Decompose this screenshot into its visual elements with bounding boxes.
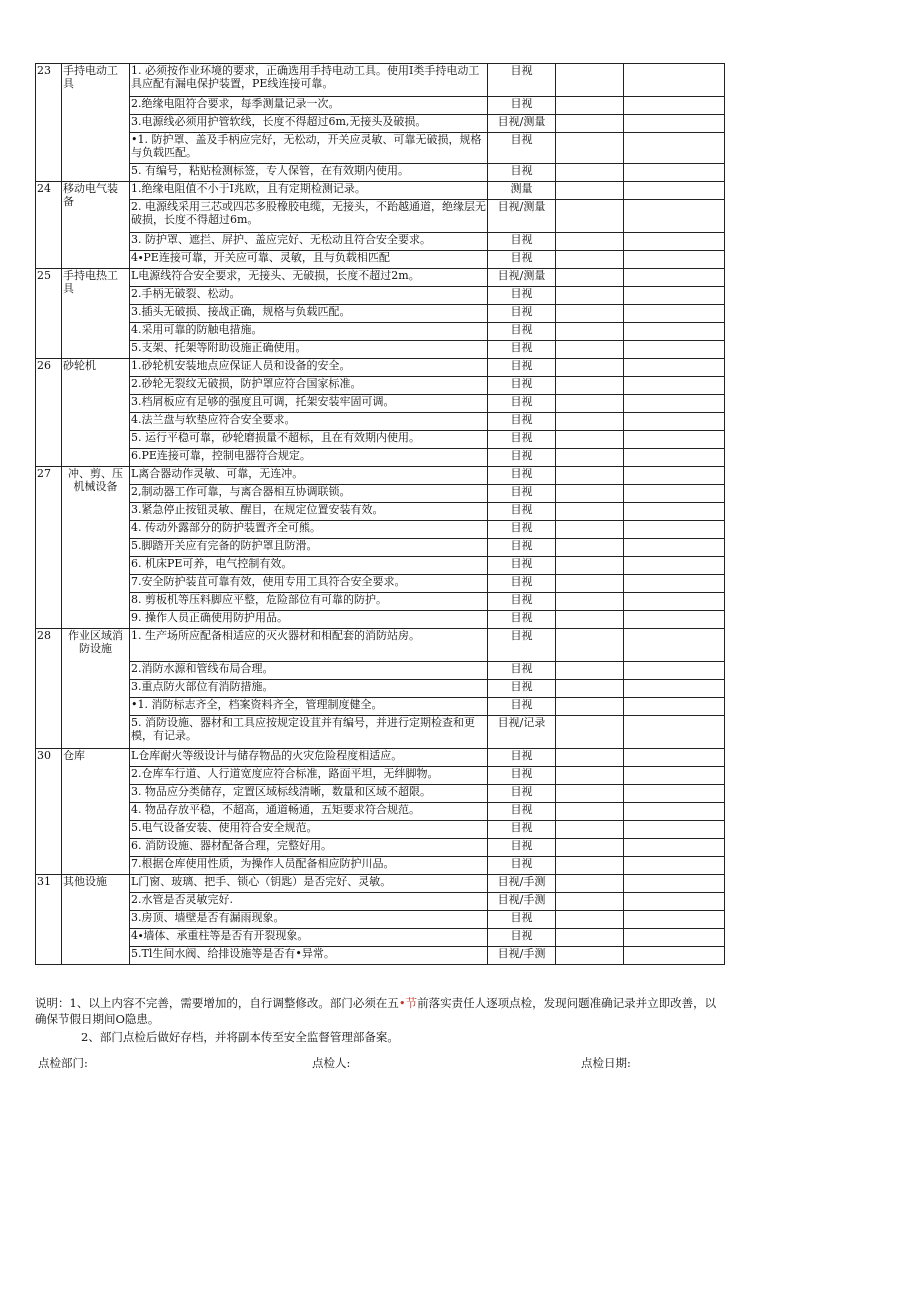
check-method: 目视 xyxy=(488,521,556,539)
check-item-text: L仓库耐火等级设计与储存物品的火灾危险程度相适应。 xyxy=(130,749,488,767)
check-item-text: L门窗、玻璃、把手、锁心（钥匙）是否完好、灵敏。 xyxy=(130,875,488,893)
result-cell[interactable] xyxy=(556,503,624,521)
remark-cell[interactable] xyxy=(624,821,725,839)
check-method: 目视 xyxy=(488,64,556,97)
check-method: 目视/记录 xyxy=(488,716,556,749)
remark-cell[interactable] xyxy=(624,251,725,269)
remark-cell[interactable] xyxy=(624,557,725,575)
remark-cell[interactable] xyxy=(624,115,725,133)
check-item-text: 7.安全防护装苴可靠有效，使用专用工具符合安全要求。 xyxy=(130,575,488,593)
remark-cell[interactable] xyxy=(624,431,725,449)
check-item-text: 2.仓库车行道、人行道宽度应符合标准，路面平坦，无绊脚物。 xyxy=(130,767,488,785)
result-cell[interactable] xyxy=(556,947,624,965)
section-category: 手持电动工具 xyxy=(62,64,130,182)
check-method: 目视 xyxy=(488,911,556,929)
check-method: 目视 xyxy=(488,97,556,115)
check-row xyxy=(36,341,725,359)
check-row xyxy=(36,821,725,839)
section-number: 27 xyxy=(36,467,62,629)
result-cell[interactable] xyxy=(556,557,624,575)
result-cell[interactable] xyxy=(556,929,624,947)
check-row xyxy=(36,503,725,521)
check-method: 目视 xyxy=(488,611,556,629)
check-row xyxy=(36,485,725,503)
check-row xyxy=(36,467,725,485)
check-method: 目视 xyxy=(488,593,556,611)
result-cell[interactable] xyxy=(556,593,624,611)
result-cell[interactable] xyxy=(556,803,624,821)
check-method: 目视 xyxy=(488,767,556,785)
section-number: 24 xyxy=(36,182,62,269)
check-method: 目视 xyxy=(488,749,556,767)
check-item-text: 3.房顶、墙壁是否有漏雨现象。 xyxy=(130,911,488,929)
remark-cell[interactable] xyxy=(624,749,725,767)
check-method: 目视 xyxy=(488,467,556,485)
section-number: 23 xyxy=(36,64,62,182)
remark-cell[interactable] xyxy=(624,359,725,377)
result-cell[interactable] xyxy=(556,359,624,377)
result-cell[interactable] xyxy=(556,911,624,929)
check-item-text: 1.绝缘电阻值不小于Ⅰ兆欧，且有定期检测记录。 xyxy=(130,182,488,200)
check-row xyxy=(36,785,725,803)
result-cell[interactable] xyxy=(556,857,624,875)
check-method: 目视 xyxy=(488,431,556,449)
check-method: 目视 xyxy=(488,575,556,593)
check-row xyxy=(36,716,725,749)
check-method: 目视 xyxy=(488,929,556,947)
result-cell[interactable] xyxy=(556,413,624,431)
check-item-text: 3.重点防火部位有消防措施。 xyxy=(130,680,488,698)
remark-cell[interactable] xyxy=(624,929,725,947)
check-method: 目视 xyxy=(488,485,556,503)
result-cell[interactable] xyxy=(556,467,624,485)
check-row xyxy=(36,115,725,133)
check-item-text: 4∙墙体、承重柱等是否有开裂现象。 xyxy=(130,929,488,947)
remark-cell[interactable] xyxy=(624,593,725,611)
remark-cell[interactable] xyxy=(624,377,725,395)
check-item-text: 6. 消防设施、器材配备合理，完整好用。 xyxy=(130,839,488,857)
remark-cell[interactable] xyxy=(624,629,725,662)
check-item-text: 8. 剪板机等压料脚应平整，危险部位有可靠的防护。 xyxy=(130,593,488,611)
result-cell[interactable] xyxy=(556,115,624,133)
check-item-text: 3. 防护罩、遮拦、屏护、盖应完好、无松动且符合安全要求。 xyxy=(130,233,488,251)
result-cell[interactable] xyxy=(556,821,624,839)
check-row xyxy=(36,359,725,377)
check-item-text: 5. 消防设施、器材和工具应按规定设苴并有编号，并进行定期检查和更模，有记录。 xyxy=(130,716,488,749)
remark-cell[interactable] xyxy=(624,97,725,115)
remark-cell[interactable] xyxy=(624,182,725,200)
result-cell[interactable] xyxy=(556,395,624,413)
check-method: 目视 xyxy=(488,662,556,680)
footer-dept-label: 点检部门: xyxy=(38,1056,88,1070)
check-item-text: 2.砂轮无裂纹无破损，防护罩应符合国家标准。 xyxy=(130,377,488,395)
notes xyxy=(35,995,725,1045)
note-line-2: 2、部门点检后做好存档，并将副本传至安全监督管理部备案。 xyxy=(81,1030,399,1044)
check-row xyxy=(36,698,725,716)
check-row xyxy=(36,911,725,929)
check-row xyxy=(36,929,725,947)
remark-cell[interactable] xyxy=(624,947,725,965)
check-item-text: 2. 电源线采用三芯或四芯多股橡胶电缆，无接头，不跆越通道，绝缘层无破损，长度不得超过6m。 xyxy=(130,200,488,233)
check-method: 目视 xyxy=(488,680,556,698)
check-row xyxy=(36,200,725,233)
check-item-text: 6. 机床PE可养，电气控制有效。 xyxy=(130,557,488,575)
result-cell[interactable] xyxy=(556,749,624,767)
remark-cell[interactable] xyxy=(624,521,725,539)
check-item-text: 5. 有编号，粘贴检测标签，专人保管，在有效期内使用。 xyxy=(130,164,488,182)
remark-cell[interactable] xyxy=(624,233,725,251)
section-number: 30 xyxy=(36,749,62,875)
check-row xyxy=(36,893,725,911)
result-cell[interactable] xyxy=(556,662,624,680)
check-item-text: 4.法兰盘与软垫应符合安全要求。 xyxy=(130,413,488,431)
remark-cell[interactable] xyxy=(624,269,725,287)
check-row xyxy=(36,839,725,857)
check-method: 目视 xyxy=(488,287,556,305)
result-cell[interactable] xyxy=(556,200,624,233)
result-cell[interactable] xyxy=(556,539,624,557)
check-item-text: 5. 运行平稳可靠，砂轮磨损量不超标，且在有效期内使用。 xyxy=(130,431,488,449)
remark-cell[interactable] xyxy=(624,911,725,929)
result-cell[interactable] xyxy=(556,323,624,341)
check-item-text: 1. 必须按作业环境的要求，正确选用手持电动工具。使用Ⅰ类手持电动工具应配有漏电保护装置，PE线连接可靠。 xyxy=(130,64,488,97)
check-row xyxy=(36,803,725,821)
remark-cell[interactable] xyxy=(624,323,725,341)
check-item-text: 6.PE连接可靠，控制电器符合规定。 xyxy=(130,449,488,467)
remark-cell[interactable] xyxy=(624,803,725,821)
check-method: 目视/测量 xyxy=(488,269,556,287)
check-item-text: L离合器动作灵敏、可靠，无连冲。 xyxy=(130,467,488,485)
remark-cell[interactable] xyxy=(624,64,725,97)
check-row xyxy=(36,233,725,251)
result-cell[interactable] xyxy=(556,64,624,97)
check-row xyxy=(36,305,725,323)
section-category: 作业区域消防设施 xyxy=(62,629,130,749)
section-category: 仓库 xyxy=(62,749,130,875)
section-number: 25 xyxy=(36,269,62,359)
check-item-text: 3.档屑板应有足够的强度且可调，托架安装牢固可调。 xyxy=(130,395,488,413)
remark-cell[interactable] xyxy=(624,503,725,521)
check-method: 目视 xyxy=(488,857,556,875)
result-cell[interactable] xyxy=(556,575,624,593)
remark-cell[interactable] xyxy=(624,539,725,557)
check-method: 目视 xyxy=(488,803,556,821)
check-item-text: 7.根据仓库使用性质，为操作人员配备相应防护川品。 xyxy=(130,857,488,875)
check-method: 目视 xyxy=(488,305,556,323)
remark-cell[interactable] xyxy=(624,395,725,413)
result-cell[interactable] xyxy=(556,839,624,857)
check-row xyxy=(36,431,725,449)
remark-cell[interactable] xyxy=(624,716,725,749)
check-row xyxy=(36,133,725,164)
check-method: 目视 xyxy=(488,233,556,251)
result-cell[interactable] xyxy=(556,698,624,716)
check-method: 目视 xyxy=(488,133,556,164)
remark-cell[interactable] xyxy=(624,287,725,305)
check-method: 目视/测量 xyxy=(488,200,556,233)
check-item-text: 3.紧急停止按钮灵敏、醒目，在规定位置安装有效。 xyxy=(130,503,488,521)
check-item-text: 1.砂轮机安装地点应保证人员和设备的安全。 xyxy=(130,359,488,377)
remark-cell[interactable] xyxy=(624,662,725,680)
result-cell[interactable] xyxy=(556,164,624,182)
check-item-text: 2.消防水源和管线布局合理。 xyxy=(130,662,488,680)
check-method: 目视 xyxy=(488,395,556,413)
result-cell[interactable] xyxy=(556,269,624,287)
check-row xyxy=(36,97,725,115)
check-method: 目视 xyxy=(488,323,556,341)
check-row xyxy=(36,377,725,395)
check-method: 目视/测量 xyxy=(488,115,556,133)
check-item-text: 9. 操作人员正确使用防护用品。 xyxy=(130,611,488,629)
remark-cell[interactable] xyxy=(624,164,725,182)
check-item-text: 2,制动器工作可靠，与离合器相互协调联锁。 xyxy=(130,485,488,503)
check-row xyxy=(36,857,725,875)
check-item-text: 4. 物品存放平稳，不超高，通道畅通，五矩要求符合规范。 xyxy=(130,803,488,821)
check-method: 目视 xyxy=(488,557,556,575)
result-cell[interactable] xyxy=(556,785,624,803)
check-row xyxy=(36,182,725,200)
remark-cell[interactable] xyxy=(624,767,725,785)
check-row xyxy=(36,64,725,97)
result-cell[interactable] xyxy=(556,767,624,785)
check-item-text: 1. 生产场所应配备相适应的灭火器材和相配套的消防站房。 xyxy=(130,629,488,662)
check-method: 目视 xyxy=(488,539,556,557)
check-method: 目视 xyxy=(488,821,556,839)
note-red-mark: •节 xyxy=(398,996,418,1010)
check-method: 目视 xyxy=(488,413,556,431)
result-cell[interactable] xyxy=(556,893,624,911)
remark-cell[interactable] xyxy=(624,857,725,875)
check-row xyxy=(36,164,725,182)
remark-cell[interactable] xyxy=(624,680,725,698)
check-row xyxy=(36,449,725,467)
check-item-text: 4. 传动外露部分的防护装置齐全可熊。 xyxy=(130,521,488,539)
check-item-text: 5.Tl生间水阀、给排设施等是否有•异常。 xyxy=(130,947,488,965)
check-method: 目视 xyxy=(488,341,556,359)
check-item-text: 2.手柄无破裂、松动。 xyxy=(130,287,488,305)
check-row xyxy=(36,251,725,269)
check-method: 目视 xyxy=(488,503,556,521)
result-cell[interactable] xyxy=(556,287,624,305)
check-row xyxy=(36,395,725,413)
check-method: 目视 xyxy=(488,629,556,662)
check-item-text: •1. 防护罩、盖及手柄应完好，无松动，开关应灵敏、可靠无破损，规格与负载匹配。 xyxy=(130,133,488,164)
check-row xyxy=(36,575,725,593)
check-item-text: 5.支架、托架等附助设施正确使用。 xyxy=(130,341,488,359)
check-row xyxy=(36,662,725,680)
result-cell[interactable] xyxy=(556,716,624,749)
result-cell[interactable] xyxy=(556,251,624,269)
check-row xyxy=(36,593,725,611)
remark-cell[interactable] xyxy=(624,341,725,359)
check-item-text: 2.绝缘电阻符合要求，每季测量记录一次。 xyxy=(130,97,488,115)
check-method: 目视/手测 xyxy=(488,947,556,965)
check-item-text: 5.脚踏开关应有完备的防护罩且防滑。 xyxy=(130,539,488,557)
check-row xyxy=(36,629,725,662)
checklist-table xyxy=(35,63,725,965)
check-method: 目视/手测 xyxy=(488,893,556,911)
section-category: 砂轮机 xyxy=(62,359,130,467)
footer-date-label: 点检日期: xyxy=(581,1056,631,1070)
result-cell[interactable] xyxy=(556,305,624,323)
check-item-text: 2.水管是否灵敏完好. xyxy=(130,893,488,911)
remark-cell[interactable] xyxy=(624,575,725,593)
check-item-text: 4.采用可靠的防触电措施。 xyxy=(130,323,488,341)
check-method: 目视 xyxy=(488,359,556,377)
check-item-text: 3.插头无破损、接战正确，规格与负载匹配。 xyxy=(130,305,488,323)
check-row xyxy=(36,749,725,767)
remark-cell[interactable] xyxy=(624,133,725,164)
remark-cell[interactable] xyxy=(624,200,725,233)
remark-cell[interactable] xyxy=(624,785,725,803)
check-row xyxy=(36,947,725,965)
result-cell[interactable] xyxy=(556,233,624,251)
section-number: 31 xyxy=(36,875,62,965)
check-row xyxy=(36,323,725,341)
check-item-text: •1. 消防标志齐全，档案资料齐全，管理制度健全。 xyxy=(130,698,488,716)
section-category: 冲、剪、压机械设备 xyxy=(62,467,130,629)
check-row xyxy=(36,611,725,629)
check-item-text: 3. 物品应分类储存，定置区域标线清晰，数量和区域不超限。 xyxy=(130,785,488,803)
check-method: 目视 xyxy=(488,377,556,395)
section-number: 28 xyxy=(36,629,62,749)
check-row xyxy=(36,287,725,305)
check-row xyxy=(36,521,725,539)
check-item-text: 4∙PE连接可靠，开关应可靠、灵敏，且与负载相匹配 xyxy=(130,251,488,269)
check-method: 测量 xyxy=(488,182,556,200)
result-cell[interactable] xyxy=(556,341,624,359)
result-cell[interactable] xyxy=(556,611,624,629)
result-cell[interactable] xyxy=(556,485,624,503)
remark-cell[interactable] xyxy=(624,413,725,431)
check-row xyxy=(36,680,725,698)
result-cell[interactable] xyxy=(556,133,624,164)
result-cell[interactable] xyxy=(556,97,624,115)
check-row xyxy=(36,767,725,785)
section-category: 其他设施 xyxy=(62,875,130,965)
section-number: 26 xyxy=(36,359,62,467)
remark-cell[interactable] xyxy=(624,875,725,893)
check-row xyxy=(36,413,725,431)
section-category: 移动电气装备 xyxy=(62,182,130,269)
result-cell[interactable] xyxy=(556,629,624,662)
result-cell[interactable] xyxy=(556,431,624,449)
footer-person-label: 点检人: xyxy=(312,1056,351,1070)
remark-cell[interactable] xyxy=(624,698,725,716)
remark-cell[interactable] xyxy=(624,839,725,857)
check-method: 目视 xyxy=(488,698,556,716)
check-row xyxy=(36,269,725,287)
result-cell[interactable] xyxy=(556,182,624,200)
result-cell[interactable] xyxy=(556,449,624,467)
result-cell[interactable] xyxy=(556,680,624,698)
check-method: 目视 xyxy=(488,839,556,857)
check-method: 目视 xyxy=(488,251,556,269)
check-row xyxy=(36,557,725,575)
check-row xyxy=(36,539,725,557)
result-cell[interactable] xyxy=(556,377,624,395)
remark-cell[interactable] xyxy=(624,467,725,485)
check-method: 目视 xyxy=(488,164,556,182)
check-method: 目视/手测 xyxy=(488,875,556,893)
remark-cell[interactable] xyxy=(624,449,725,467)
note-line-1: 说明：1、以上内容不完善，需要增加的，自行调整修改。部门必须在五•节前落实责任人逐项点检，发现问题准确记录并立即改善，以确保节假日期间O隐患。 xyxy=(35,996,717,1026)
remark-cell[interactable] xyxy=(624,485,725,503)
result-cell[interactable] xyxy=(556,521,624,539)
remark-cell[interactable] xyxy=(624,893,725,911)
check-item-text: 5.电气设备安装、使用符合安全规范。 xyxy=(130,821,488,839)
check-method: 目视 xyxy=(488,449,556,467)
check-item-text: L电源线符合安全要求，无接头、无破损，长度不超过2m。 xyxy=(130,269,488,287)
result-cell[interactable] xyxy=(556,875,624,893)
check-item-text: 3.电源线必须用护管软线，长度不得超过6m,无接头及破损。 xyxy=(130,115,488,133)
remark-cell[interactable] xyxy=(624,611,725,629)
remark-cell[interactable] xyxy=(624,305,725,323)
section-category: 手持电热工具 xyxy=(62,269,130,359)
check-row xyxy=(36,875,725,893)
check-method: 目视 xyxy=(488,785,556,803)
